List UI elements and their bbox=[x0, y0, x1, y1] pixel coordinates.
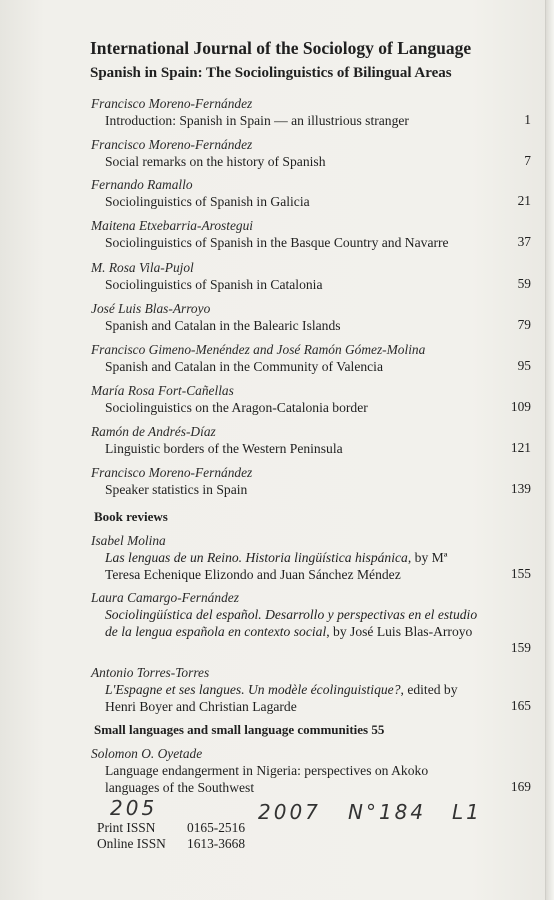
review-byline: , by José Luis Blas-Arroyo bbox=[326, 624, 473, 639]
entry-title bbox=[91, 681, 485, 715]
journal-title: International Journal of the Sociology of Language bbox=[90, 38, 472, 58]
entry-title: Sociolinguistics of Spanish in the Basque Country and Navarre bbox=[105, 235, 449, 250]
entry-title: Spanish and Catalan in the Balearic Islands bbox=[105, 318, 341, 333]
toc-entry-7 bbox=[91, 341, 531, 375]
entry-page: 37 bbox=[517, 234, 531, 249]
entry-page: 109 bbox=[510, 399, 531, 414]
small-languages-entry bbox=[91, 745, 531, 796]
entry-author: Francisco Moreno-Fernández bbox=[91, 137, 253, 152]
entry-page: 169 bbox=[510, 779, 531, 794]
entry-author: Fernando Ramallo bbox=[91, 177, 193, 192]
online-issn-value: 1613-3668 bbox=[187, 836, 246, 851]
toc-entry-2 bbox=[91, 136, 531, 170]
entry-author: Ramón de Andrés-Díaz bbox=[91, 424, 216, 439]
print-issn-value: 0165-2516 bbox=[187, 820, 246, 835]
entry-title: Speaker statistics in Spain bbox=[105, 482, 248, 497]
online-issn-label: Online ISSN bbox=[97, 836, 166, 851]
entry-page: 155 bbox=[510, 566, 531, 581]
entry-title: Spanish and Catalan in the Community of Valencia bbox=[105, 359, 383, 374]
print-issn-label: Print ISSN bbox=[97, 820, 156, 835]
entry-title bbox=[91, 606, 485, 640]
reviewed-book-title: L'Espagne et ses langues. Un modèle écolinguistique? bbox=[105, 682, 401, 697]
handwritten-note-b: 2007 bbox=[258, 800, 321, 824]
entry-title: Social remarks on the history of Spanish bbox=[105, 154, 326, 169]
entry-author: Francisco Moreno-Fernández bbox=[91, 96, 253, 111]
entry-author: José Luis Blas-Arroyo bbox=[91, 301, 211, 316]
entry-author: María Rosa Fort-Cañellas bbox=[91, 383, 234, 398]
entry-page: 1 bbox=[524, 112, 531, 127]
entry-title: Sociolinguistics on the Aragon-Catalonia border bbox=[105, 400, 368, 415]
review-entry-2 bbox=[91, 589, 531, 655]
entry-page: 21 bbox=[517, 193, 531, 208]
review-byline: , by Mª Teresa Echenique Elizondo and Juan Sánchez Méndez bbox=[105, 550, 448, 582]
entry-page: 121 bbox=[510, 440, 531, 455]
toc-entry-10 bbox=[91, 464, 531, 498]
entry-title bbox=[91, 549, 485, 583]
entry-author: Maitena Etxebarria-Arostegui bbox=[91, 218, 254, 233]
entry-page: 165 bbox=[510, 698, 531, 713]
handwritten-note-a: 205 bbox=[110, 796, 158, 820]
entry-page: 59 bbox=[517, 276, 531, 291]
entry-page: 95 bbox=[517, 358, 531, 373]
review-entry-3 bbox=[91, 664, 531, 715]
online-issn bbox=[97, 836, 245, 852]
entry-page: 159 bbox=[510, 640, 531, 655]
toc-entry-6 bbox=[91, 300, 531, 334]
page-edge bbox=[545, 0, 554, 900]
entry-author: Francisco Gimeno-Menéndez and José Ramón Gómez-Molina bbox=[91, 342, 426, 357]
toc-entry-3 bbox=[91, 176, 531, 210]
reviewed-book-title: Sociolingüística del español. Desarrollo y perspectivas en el estudio de la lengua española en contexto social bbox=[105, 607, 478, 639]
entry-author: M. Rosa Vila-Pujol bbox=[91, 260, 194, 275]
entry-author: Laura Camargo-Fernández bbox=[91, 590, 239, 605]
entry-title: Introduction: Spanish in Spain — an illustrious stranger bbox=[105, 113, 409, 128]
entry-author: Francisco Moreno-Fernández bbox=[91, 465, 253, 480]
toc-entry-5 bbox=[91, 259, 531, 293]
issue-title: Spanish in Spain: The Sociolinguistics of Bilingual Areas bbox=[90, 65, 452, 81]
toc-entry-1 bbox=[91, 95, 531, 129]
handwritten-note-c: N°184 bbox=[348, 800, 427, 824]
small-languages-heading: Small languages and small language communities 55 bbox=[94, 722, 385, 737]
entry-title: Linguistic borders of the Western Peninsula bbox=[105, 441, 343, 456]
review-entry-1 bbox=[91, 532, 531, 583]
entry-page: 7 bbox=[524, 153, 531, 168]
reviewed-book-title: Las lenguas de un Reino. Historia lingüística hispánica bbox=[105, 550, 408, 565]
entry-author: Solomon O. Oyetade bbox=[91, 746, 203, 761]
handwritten-note-d: L1 bbox=[452, 800, 482, 824]
toc-entry-9 bbox=[91, 423, 531, 457]
toc-entry-4 bbox=[91, 217, 531, 251]
entry-title: Language endangerment in Nigeria: perspectives on Akoko languages of the Southwest bbox=[105, 763, 429, 795]
entry-page: 79 bbox=[517, 317, 531, 332]
toc-entry-8 bbox=[91, 382, 531, 416]
entry-title: Sociolinguistics of Spanish in Catalonia bbox=[105, 277, 323, 292]
book-reviews-heading: Book reviews bbox=[94, 509, 168, 524]
entry-page: 139 bbox=[510, 481, 531, 496]
print-issn bbox=[97, 820, 245, 836]
entry-title: Sociolinguistics of Spanish in Galicia bbox=[105, 194, 310, 209]
entry-author: Isabel Molina bbox=[91, 533, 166, 548]
review-byline: , edited by Henri Boyer and Christian Lagarde bbox=[105, 682, 458, 714]
entry-author: Antonio Torres-Torres bbox=[91, 665, 210, 680]
